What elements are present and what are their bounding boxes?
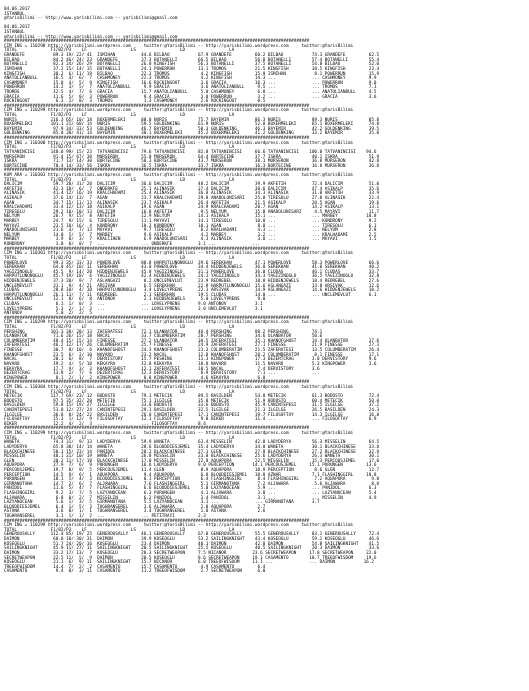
section-divider: ###################################################################################################################### [4, 315, 310, 321]
report-line: BAYEMIR 97.9 34/ 33/ 53 GOLDENKING 46.7 BAYEMIR 50.3 GOLDENKING 46.3 BAYEMIR 42.2 GOLDENKING 39.5 [4, 126, 380, 132]
report-line: GRANDEFE 89.3 19/ 22/ 41 ISMIHAN 44.6 BILBAO 67.9 GRANDEFE 60.2 BILBAO 74.3 GRANDEFE 62.5 [4, 53, 380, 59]
report-line: POWERLOVE 99.3 35/ 33/ 33 POWERLOVE 88.8 HARPUTLUNONOGLU 39.6 SEREKHAN 47.1 POWERLOVE 58.3 POWERLOVE 66.6 [4, 260, 380, 266]
report-line: MARBEY 24.7 9/ 15/ 6 TIRESOLU 11.1 MAYAVI 14.1 TIRESOLU 10.0 ... ... KONDRONY 9.2 [4, 219, 377, 225]
report-line: GENEROUSALLY 112.4 85/ 19/ 25 GENEROUSALLY 46.1 GENEROUSALLY 67.0 GENEROUSALLY 55.5 GENEROUSALLY 83.1 GENEROUSALLY 72.4 [4, 532, 380, 538]
report-line: BOXERMELEKI 101.1 21/ 60/ 14 NURIS 59.5 GOLDENKING 61.9 NURIS 52.8 BOXERMELEKI 65.1 BOXERMELEKI 74.8 [4, 122, 380, 128]
report-line: BILBAO 84.2 46/ 24/ 23 GRANDEFE 37.3 BOTANELLI 66.5 BILBAO 56.8 BOTANELLI 57.4 BOTANELLI 55.4 [4, 57, 380, 63]
report-line: ISKRA 71.7 13/ 14/ 30 BORTECINE 50.3 BORTECINE 43.7 MURSERON 38.1 MURSERON 36.8 MURSERON 42.8 [4, 159, 380, 165]
report-date: 04.06.2017 [4, 7, 30, 12]
report-line: TOTAL F1/B2/P3 LF LS LD LA [4, 255, 235, 261]
report-line: DALICIM 59.7 20/ 31/ 20 DALICIM 36.6 DALICIM 48.2 DALICIM 39.9 AKFETIH 72.4 DALICIM 51.0 [4, 182, 380, 188]
report-line: AGAN 34.7 15/ 11/ 13 ALINASIK 23.7 ASIKALP 26.4 AKFETIH 21.5 ASIKALP 20.5 AGAN 19.6 [4, 200, 380, 206]
report-line: FINESSE 30.7 8/ 10/ 6 KHANOFGHOST 24.3 KHANOFGHOST 23.3 COLUMBERATIM 21.5 ZAFERATESI 13.5 COLUMBERATIM 26.4 [4, 348, 380, 354]
report-line: TREEOFWISDOM 14.4 7/ 2/ 2 CASAMENTO 15.7 CASAMENTO 4.9 CASAMENTO 6.4 [4, 564, 266, 570]
report-line: NURIS 116.3 65/ 10/ 18 BOXERMELEKI 80.0 NURIS 75.7 BAYEMIR 86.3 NURIS 89.3 NURIS 85.8 [4, 117, 380, 123]
report-body [4, 40, 529, 575]
report-line: YAGIZINOGLU 45.5 9/ 14/ 20 HIDDENJEWELS 45.0 YAGIZINOGLU 31.1 POWERLOVE 36.0 CLUDAS 46.1 CLUDAS 33.7 [4, 269, 380, 275]
report-line: ILGILGE 36.8 8/ 24/ 22 BASILDEN 26.0 CANINTEPESI 17.1 CANINTEPESI 19.7 FILOSOFTAY 14.3 ILGILGE 16.8 [4, 412, 380, 418]
report-line: CIM ING = 110299 http://yarisbilimi.wordpress.com twitter:@YarisBilimi -- http://yarisbilimi.wordpress.com twitter:@YarisBilimi [4, 108, 354, 114]
report-line: POWERRUN 14.2 3/ 5/ 7 ANATOLIANBULL 9.9 GRACIA 3.6 ANATOLIANBULL 9.5 ... ... TROMOS 7.1 [4, 85, 377, 91]
report-line: KEKAYRA 17.7 9/ 3/ 3 KHANOFGHOST 12.1 ZAFERATESI 10.5 NACAL 7.4 DERVISTORY 3.6 [4, 366, 320, 372]
report-line: CANINTEPESI 53.0 12/ 27/ 24 CANINTEPESI 29.1 BASILDEN 32.5 ILGILGE 21.3 ILGILGE 26.5 BASILDEN 24.3 [4, 408, 380, 414]
report-line: ULANBATOR 71.6 26/ 15/ 18 NACAL 33.7 COLUMBERATIM 28.7 PERSHING 34.6 ULANBATOR 50.6 [4, 334, 323, 340]
report-line: MISSELIN 48.1 21/ 10/ 19 WANETA 26.8 MISSELIN 23.8 BLACKCHINESE 25.6 LADYDERYA 26.3 WANETA 30.1 [4, 454, 380, 460]
report-line: CIM ING = 110299 http://yarisbilimi.wordpress.com twitter:@YarisBilimi -- http://yarisbilimi.wordpress.com twitter:@YarisBilimi [4, 431, 354, 437]
report-line: LOVELYPRENS 5.3 2/ 1/ 3 ... ... LOVELYPRENS 3.0 UNCLEMEVLUT 3.1 [4, 306, 263, 312]
report-city: ISTANBUL [4, 11, 25, 17]
report-line: PERCOUSJEMEL 19.7 8/ 9/ 5 PERCOUSJEMEL 11.4 GLEN 8.9 AQUAPORA 10.9 PERCEPTION 8.6 GLEN 12.7 [4, 467, 380, 473]
report-line: TOTAL F1/B2/P3 LF LS LD LA [4, 389, 235, 395]
report-line: TOTAL F1/B2/P3 LF LS LD LA [4, 113, 235, 119]
report-line: GOLDENKING 85.0 20/ 41/ 14 BAYEMIR 30.1 BOXERMELEKI 45.2 BOXERMELEKI 41.2 GOLDENKING 33.2 BAYEMIR 35.0 [4, 131, 380, 137]
report-line: PURUNGEN 10.1 5/ 4/ 3 BLOODDIESJEMEL 8.1 PERCEPTION 6.4 FLASHINGGIRL 8.4 FLASHINGGIRL 7.2 AQUAPORA 9.8 [4, 477, 380, 483]
report-line: CIM ING = 110301 http://yarisbilimi.wordpress.com twitter:@YarisBilimi -- http://yarisbilimi.wordpress.com twitter:@YarisBilimi [4, 251, 354, 257]
report-line: TOTAL F1/B2/P3 LF LS LD LA [4, 527, 235, 533]
section-divider: ###################################################################################################################### [4, 136, 310, 142]
report-line: NELYUM 14.0 5/ 5/ 7 MARBEY 9.6 ASIKALP 4.2 MARBEY 3.2 ... ... KRALHADAMI 2.5 [4, 232, 377, 238]
report-line: GLEN 30.2 11/ 17/ 18 BLACKCHINESE 17.0 MISSELIN 22.8 AQUAPORA 22.5 MISSELIN 15.3 PERCOUSJEMEL 17.0 [4, 458, 380, 464]
report-line: TOTAL F1/B2/P3 LF LS LD LA [4, 177, 235, 183]
report-line: HARPUTLUNONOGLU 26.1 13/ 7/ 11 REDREBEL 2.1 SEREKHAN 19.5 CLUDAS 14.0 ... ... UNCLEMEVLUT 6.1 [4, 292, 377, 298]
report-line: TOTAL F1/B2/P3 LF LS LD LA [4, 145, 235, 151]
report-line: BLACKCHINESE 50.1 15/ 23/ 14 PANIDOL 28.2 BLACKCHINESE 27.1 GLEN 27.8 BLACKCHINESE 27.2 BLACKCHINESE 32.9 [4, 449, 380, 455]
report-line: AKFETIH 42.3 18/ 6/ 7 ONDERKFE 25.1 ALINASIK 37.4 DALICIM 38.6 DALICIM 47.4 ASIKALP 35.6 [4, 186, 380, 192]
report-line: UNCLEMEVLUT 12.1 0/ 6/ 8 ANTONOV 2.1 HIDDENJEWELS 5.0 LOVELYPRENS 9.0 [4, 297, 266, 303]
report-line: NACAL 20.1 6/ 8/ 7 DERVISTORY 15.7 PESHING 11.3 KINGPOWER 17.3 DEZERTCRAG 3.0 DERVISTORY 9.6 [4, 357, 377, 363]
report-line: KUM ARA = 110303 http://yarisbilimi.wordpress.com twitter:@YarisBilimi -- http://yarisbilimi.wordpress.com twitter:@YarisBilimi [4, 172, 354, 178]
report-line: DEZERTCRAG 13.8 2/ 7/ 6 DEZERTCRAG 12.3 DERVISTORY 8.9 DERVISTORY 7.1 ... ... [4, 371, 320, 377]
report-line: HIDDENJEWELS 37.3 20/ 9/ 7 ASLANGAZI 8.2 UNCLEMEVLUT 23.9 REDREBEL 18.8 HIDDENJEWELS 18.4 REDREBEL 27.6 [4, 278, 380, 284]
section-divider: ###################################################################################################################### [4, 246, 310, 252]
report-line: CIM ING = 110298 http://yarisbilimi.wordpress.com twitter:@YarisBilimi -- http://yarisbilimi.wordpress.com twitter:@YarisBilimi [4, 43, 354, 49]
report-line: TATVANINCISI 148.0 99/ 15/ 23 TATVANINCISI 79.6 TATVANINCISI 82.8 TATVANINCISI 66.6 TATVANINCISI 100.0 TATVANINCISI 94.6 [4, 149, 377, 155]
report-line: METECIK 117.7 69/ 23/ 12 BODOSTO 79.1 METECIK 89.5 BASILDEN 54.0 METECIK 61.3 BODOSTO 72.4 [4, 394, 380, 400]
report-line: KINGPOWER 8.1 2/ 1/ 2 KINGPOWER 8.8 KINGPOWER 4.6 KEKAYRA 6.8 [4, 375, 266, 381]
report-line: TIRESOLU 29.2 10/ 10/ 13 DALICIM 16.8 AKFETIH 9.5 NELYUM 15.8 ANADOLUNISARI 4.5 MAYAVI 11.7 [4, 209, 380, 215]
report-line: TOTAL F1/B2/P3 LF LS LD LA [4, 48, 235, 54]
contact-line: @YarisBilimi -- http://www.yarisbilimi.com -- yarisbilimi@gmail.com [4, 34, 178, 40]
section-divider: ###################################################################################################################### [4, 39, 310, 45]
report-line: PANIDOL 11.6 5/ 4/ 7 FLASHINGGIRL 6.6 BLOODDIESJEMEL 5.0 LAZYANOCEAN 5.9 ... ... PANIDOL 6.3 [4, 486, 377, 492]
report-line: AQUAPORA 27.9 7/ 6/ 9 PURUNGEN 16.6 LADYDERYA 9.0 PERCEPTION 14.1 PERCOUSJEMEL 15.1 PURUNGEN 13.6 [4, 463, 377, 469]
report-line: BODOSTO 97.5 35/ 32/ 20 METECIK 75.1 ILGILGE 35.8 METECIK 51.9 BODOSTO 60.4 METECIK 50.0 [4, 398, 380, 404]
report-line: ANADOLUNISARI 21.6 4/ 7/ 13 MAYAVI 9.7 TIRESOLU 8.2 KRALHADAMI 4.3 ... ... NELYUM 2.8 [4, 228, 377, 234]
report-date: 04.06.2017 [4, 25, 30, 31]
report-line: HARPUTLUNONOGLU 45.7 19/ 10/ 6 YAGIZINOGLU 42.4 HIDDENJEWELS 24.1 YAGIZINOGLU 34.3 YAGIZINOGLU 36.5 YAGIZINOGLU 32.8 [4, 274, 380, 280]
report-line: KINGFISH 30.2 6/ 11/ 19 BILBAO 22.3 TROMOS 4.2 KINGFISH 15.9 ISMIHAN 8.1 POWERRUN 15.9 [4, 71, 380, 77]
contact-line: @YarisBilimi -- http://www.yarisbilimi.com -- yarisbilimi@gmail.com [4, 16, 178, 22]
report-line: ROCKINGOUT 6.3 1/ 0/ 3 TROMOS 1.3 CASHMONEY 2.6 ROCKINGOUT 0.5 [4, 99, 266, 105]
report-line: ALJAWARA 6.8 0/ 2/ 7 MISSELIN 6.2 PANIDOL 3.4 PANIDOL 3.1 ... ... MISSELIN 4.9 [4, 495, 377, 501]
report-line: KONDRONY 3.8 0/ 0/ 7 ... ... ONDERKFE 3.1 ... ... [4, 242, 261, 248]
report-line: BLOODDIESJEMEL 6.4 1/ 5/ 3 TUGHRANSEREL 3.6 ALJAWARA 2.0 AQUAPORA 2.7 [4, 504, 266, 510]
report-line: ISMIHAN 37.2 15/ 14/ 15 BOTANELLI 24.1 POWERRUN 13.1 TROMOS 21.5 KINGFISH 38.5 KINGFISH 23.4 [4, 66, 380, 72]
report-line: TOTAL F1/B2/P3 LF LS LD LA [4, 325, 235, 331]
section-divider: ###################################################################################################################### [4, 518, 310, 524]
report-line: KRALCHADAMI 33.4 12/ 13/ 18 ASIKALP 19.6 AGAN 24.9 KRALCHADAMI 20.7 AGAN 14.2 ASIKALP 13.1 [4, 205, 380, 211]
section-divider: ###################################################################################################################### [4, 426, 310, 432]
report-line: PERCEPTION 14.5 9/ 6/ 1 AQUAPORA 9.4 AQUAPORA 6.8 BLOODDIESJEMEL 10.8 AZNAR 7.1 FLASHINGGIRL 10.8 [4, 472, 377, 478]
report-line: TOTAL F1/B2/P3 LF LS LD LA [4, 435, 235, 441]
report-line: CIM ING = 110304 http://yarisbilimi.wordpress.com twitter:@YarisBilimi -- http://yarisbilimi.wordpress.com twitter:@YarisBilimi [4, 384, 354, 390]
report-line: MURSERON 91.4 15/ 67/ 38 MURSERON 55.0 MURSERON 64.4 BORTECINE 37.7 ISKRA 40.1 ISKRA 51.9 [4, 154, 380, 160]
report-line: KOSEOGLU 51.7 24/ 20/ 16 KOSEOGLU 23.4 DAIMON 40.1 DAIMON 42.0 DAIMON 54.8 SAILINGKNIGHT 41.5 [4, 541, 380, 547]
report-line: BASILDEN 59.8 15/ 19/ 27 ILGILGE 33.8 BODOSTO 33.6 BODOSTO 45.9 CANINTEPESI 31.5 ILGILGE 37.2 [4, 403, 380, 409]
report-line: BOTANELLI 82.3 24/ 26/ 29 BOTANELLI 26.0 KINGFISH 56.3 BOTANELLI 37.5 BOTANELLI 54.8 BILBAO 52.0 [4, 62, 380, 68]
section-divider: ###################################################################################################################### [4, 103, 310, 109]
report-line: BIKER 12.2 4/ 2/ 3 ... ... FILOSOFTAY 8.4 [4, 421, 206, 427]
report-line: MAYAVI 23.5 10/ 16/ 4 KONDRONY 10.3 KONDRONY 10.1 AGAN 8.8 ... ... TIRESOLU 6.1 [4, 223, 377, 229]
report-line: CLUDAS 6.1 1/ 0/ 3 ... ... LOVELYPRENS 9.0 ANTONOV 3.1 [4, 302, 263, 307]
report-line: PERSHING 101.3 38/ 28/ 13 ZAFERATESI 72.1 ULANBATOR 46.4 PERSHING 98.2 PERSHING 74.1 [4, 329, 323, 335]
report-line: KHANOFGHOST 23.5 6/ 2/ 10 NAVARO 23.2 NACAL 12.8 KHANOFGHOST 20.2 COLUMBERATIM 8.1 FINESSE 17.1 [4, 352, 380, 358]
report-line: CIM ING = 110300 http://yarisbilimi.wordpress.com twitter:@YarisBilimi -- http://yarisbilimi.wordpress.com twitter:@YarisBilimi [4, 140, 354, 146]
section-divider: ###################################################################################################################### [4, 168, 310, 174]
report-line: CIM ING = 110299 http://yarisbilimi.wordpress.com twitter:@YarisBilimi -- http://yarisbilimi.wordpress.com twitter:@YarisBilimi [4, 320, 354, 326]
report-line: SECRETWEAPON 22.5 11/ 5/ 9 DAIMON 20.5 KOSEOGLU 8.6 SECRETWEAPON 19.1 CASAMENTO 10.7 TREEOFWISDOM 19.6 [4, 555, 377, 561]
report-line: FILOSOFTAY 15.3 1/ 12/ 9 FILOSOFTAY 12.1 FILOSOFTAY 9.0 BIKER 11.4 ... ... FILOSOFTAY 6.9 [4, 417, 377, 423]
report-line: MARBEY 3.9 0/ 3/ 7 KRALCIHEN 6.9 ANADOLUNISARI 4.3 ALINASIK 3.0 ... ... MAYAVI 1.5 [4, 237, 377, 243]
report-line: ANTONOV 5.0 2/ 2/ 5 [4, 311, 92, 317]
report-line: LADYDERYA 65.8 30/ 14/ 14 WANETA 28.6 BLOODDIESJEMEL 35.4 LADYDERYA 34.0 WANETA 30.1 BLACKCHINESE 33.8 [4, 444, 380, 450]
report-line: DAIMON 33.2 17/ 13/ 7 KOSEOGLU 20.3 SECRETWEAPON 7.5 NICANOR 23.6 SECRETWEAPON 17.0 SECRETWEAPON 22.0 [4, 550, 377, 556]
report-line: SAILINGKNIGHT 45.9 11/ 27/ 11 SAILINGKNIGHT 20.5 SAILINGKNIGHT 25.5 KOSEOGLU 40.5 SAILINGKNIGHT 20.3 DAIMON 33.6 [4, 546, 380, 552]
report-line: COLUMBERATIM 48.4 15/ 15/ 14 FINESSE 27.2 ULANBATOR 30.5 ZAFERATESI 35.1 KHANOFGHOST 14.4 ULANBATOR 37.6 [4, 338, 380, 344]
report-line: CASHMONEY 15.0 4/ 5/ 9 KINGFISH 16.6 ROCKINGOUT 3.6 GRACIA 10.3 ... ... POWERRUN 9.0 [4, 80, 377, 86]
section-divider: ###################################################################################################################### [4, 380, 310, 386]
report-line: SEREKHAN 64.0 45/ 10/ 11 SEREKHAN 43.0 POWERLOVE 34.4 HIDDENJEWELS 36.0 SEREKHAN 41.0 SEREKHAN 40.2 [4, 265, 380, 271]
report-line: GIRMANOTANA 14.7 2/ 6/ 7 ALJAWARA 7.6 FLASHINGGIRL 5.1 GIRMANOTANA 7.2 ALJAWARA 5.6 ALJAWARA 8.0 [4, 481, 380, 487]
report-line: GRACIA 11.6 5/ 0/ 3 POWERRUN 9.4 GRACIA 3.0 POWERRUN 3.2 ... ... GRACIA 3.6 [4, 94, 377, 100]
report-line: BORTECINE 78.4 14/ 33/ 56 ISKRA 36.5 ISKRA 33.7 ISKRA 16.3 BORTECINE 16.8 MURSERON 36.8 [4, 163, 380, 169]
report-line: ANATOLIANBULL 16.5 4/ 6/ 7 CASHMONEY 22.3 TROMOS 4.2 KINGFISH 14.3 ... ... CASHMONEY 9.9 [4, 76, 377, 82]
report-line: ASIKALP 37.6 14/ 13/ 7 AGAN 23.7 KRALCHADAMI 29.8 ANADOLUNISARI 25.8 TIRESOLU 27.8 ALINASIK 22.4 [4, 195, 380, 201]
report-line: CIM ING = 110299 http://yarisbilimi.wordpress.com twitter:@YarisBilimi -- http://yarisbilimi.wordpress.com twitter:@YarisBilimi [4, 523, 354, 529]
report-line: NAVARO 19.2 4/ 5/ 10 KEKAYRA 12.8 KEKAYRA 10.8 NAVARO 11.5 NAVARO 5.3 KINGPOWER 3.6 [4, 361, 377, 367]
report-line: ZAFERATESI 46.2 12/ 17/ 26 COLUMBERATIM 25.7 FINESSE 24.9 ZAFERATESI 27.1 FINESSE 21.9 FINESSE 27.3 [4, 343, 380, 349]
report-line: LAZYANOCEAN 5.6 1/ 3/ 5 GIRMANOTANA 5.5 LAZYANOCEAN 3.1 ... ... GIRMANOTANA 3.7 [4, 500, 320, 506]
report-line: CASAMENTO 9.4 0/ 3/ 11 CASAMENTO 11.2 TREEOFWISDOM 2.7 SECRETWEAPON 6.0 [4, 569, 266, 575]
report-line: TUGHRANSEREL 3.1 1/ 1/ 2 ... ... PETITRAYI 2.3 [4, 514, 206, 520]
report-line: UNCLEMEVLUT 31.1 9/ 4/ 21 ARSIVAK 6.5 SEREKHAN 22.9 HARPUTLUNONOGLU 15.6 ASLANGAZI 13.8 ARSIVAK 12.6 [4, 283, 380, 289]
report-line: FLASHINGGIRL 9.2 3/ 7/ 5 LAZYANOCEAN 6.3 PURUNGEN 4.1 ALJAWARA 3.0 ... ... LAZYANOCEAN 5.4 [4, 490, 377, 496]
report-line: TROMOS 12.5 4/ 7/ 6 GRACIA 15.7 ANATOLIANBULL 5.0 CASHMONEY 6.8 ... ... ANATOLIANBULL 4.5 [4, 89, 377, 95]
report-line: KOSEOGLU 21.1 6/ 9/ 11 SAILINGKNIGHT 15.7 NICANOR 6.0 TREEOFWISDOM 11.1 ... ... DAIMON 16.2 [4, 560, 374, 566]
report-line: WANETA 74.3 31/ 9/ 13 LADYDERYA 59.9 WANETA 63.4 MISSELIN 42.8 LADYDERYA 56.3 MISSELIN 64.5 [4, 440, 380, 446]
report-line: NELYUM 26.7 9/ 15/ 8 AKFETIH 12.9 NELYUM 14.1 ASIKALP 15.1 ... ... MARBEY 10.8 [4, 214, 377, 220]
report-line: DAIMON 60.0 10/ 30/ 31 DAIMON 39.9 KOSEOGLU 53.2 SAILINGKNIGHT 43.4 KOSEOGLU 59.1 KOSEOGLU 46.6 [4, 537, 380, 543]
report-line: ASTANA 3.6 0/ 1/ 1 TUGHRANSEREL 3.4 TUGHRANSEREL 1.0 ASTANA 2.6 [4, 509, 266, 515]
report-line: CLUDAS 28.8 10/ 4/ 10 HARPUTLUNONOGLU 3.4 LOVELYPRENS 22.3 ARSIVAK 14.9 ASLANGAZI 14.6 HIDDENJEWELS 10.2 [4, 288, 380, 294]
report-line: ALINASIK 41.4 12/ 16/ 19 KRALCHADAMI 25.4 ALINASIK 36.0 ALINASIK 34.3 ALINASIK 31.0 AKFETIH 33.9 [4, 191, 380, 197]
report-city: ISTANBUL [4, 30, 25, 36]
